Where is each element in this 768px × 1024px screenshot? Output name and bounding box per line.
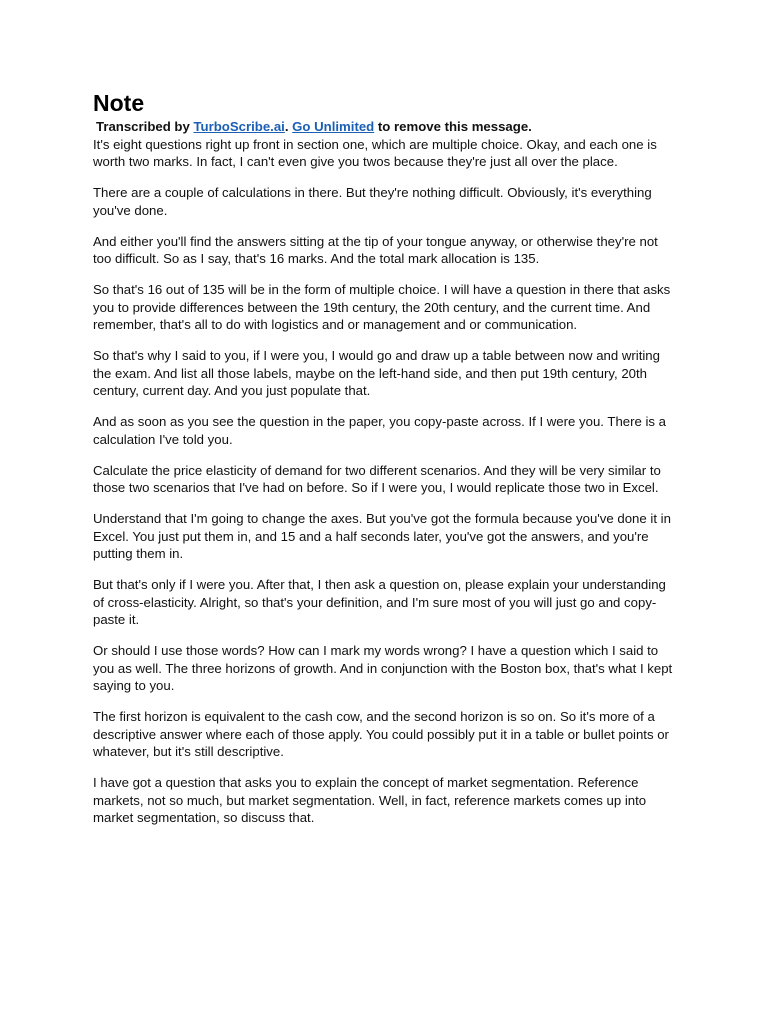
paragraph: Or should I use those words? How can I mark my words wrong? I have a question which I said to you as well. The three horizons of growth. And in conjunction with the Boston box, that's what I kept saying to you. <box>93 643 673 693</box>
notice-separator: . <box>284 119 293 134</box>
paragraph: The first horizon is equivalent to the cash cow, and the second horizon is so on. So it's more of a descriptive answer where each of those apply. You could possibly put it in a table or bullet points or whatever, but it's still descriptive. <box>93 709 669 759</box>
paragraph: Understand that I'm going to change the axes. But you've got the formula because you've done it in Excel. You just put them in, and 15 and a half seconds later, you've got the answers, and you're putting them in. <box>93 511 671 561</box>
notice-suffix: to remove this message. <box>374 119 532 134</box>
paragraph: Calculate the price elasticity of demand for two different scenarios. And they will be very similar to those two scenarios that I've had on before. So if I were you, I would replicate those two in Excel. <box>93 462 661 495</box>
page-title: Note <box>93 90 145 116</box>
paragraph: I have got a question that asks you to explain the concept of market segmentation. Reference markets, not so much, but market segmentation. Well, in fact, reference markets comes up into market segmentation, so discuss that. <box>93 775 647 825</box>
paragraph: So that's 16 out of 135 will be in the form of multiple choice. I will have a question in there that asks you to provide differences between the 19th century, the 20th century, and the current time. And remember, that's all to do with logistics and or management and or communication. <box>93 282 671 332</box>
document-page <box>93 88 675 840</box>
turboscribe-link[interactable]: TurboScribe.ai <box>193 119 285 134</box>
paragraph: And either you'll find the answers sitting at the tip of your tongue anyway, or otherwise they're not too difficult. So as I say, that's 16 marks. And the total mark allocation is 135. <box>93 233 658 266</box>
paragraph: It's eight questions right up front in section one, which are multiple choice. Okay, and each one is worth two marks. In fact, I can't even give you twos because they're just all over the place. <box>93 136 657 169</box>
go-unlimited-link[interactable]: Go Unlimited <box>292 119 375 134</box>
paragraph: But that's only if I were you. After that, I then ask a question on, please explain your understanding of cross-elasticity. Alright, so that's your definition, and I'm sure most of you will just go and copy-paste it. <box>93 577 666 627</box>
notice-prefix: Transcribed by <box>96 119 194 134</box>
transcription-notice <box>96 118 675 136</box>
paragraph: There are a couple of calculations in there. But they're nothing difficult. Obviously, it's everything you've done. <box>93 185 652 218</box>
paragraph: So that's why I said to you, if I were you, I would go and draw up a table between now and writing the exam. And list all those labels, maybe on the left-hand side, and then put 19th century, 20th century, current day. And you just populate that. <box>93 348 660 398</box>
paragraph: And as soon as you see the question in the paper, you copy-paste across. If I were you. There is a calculation I've told you. <box>93 414 667 447</box>
